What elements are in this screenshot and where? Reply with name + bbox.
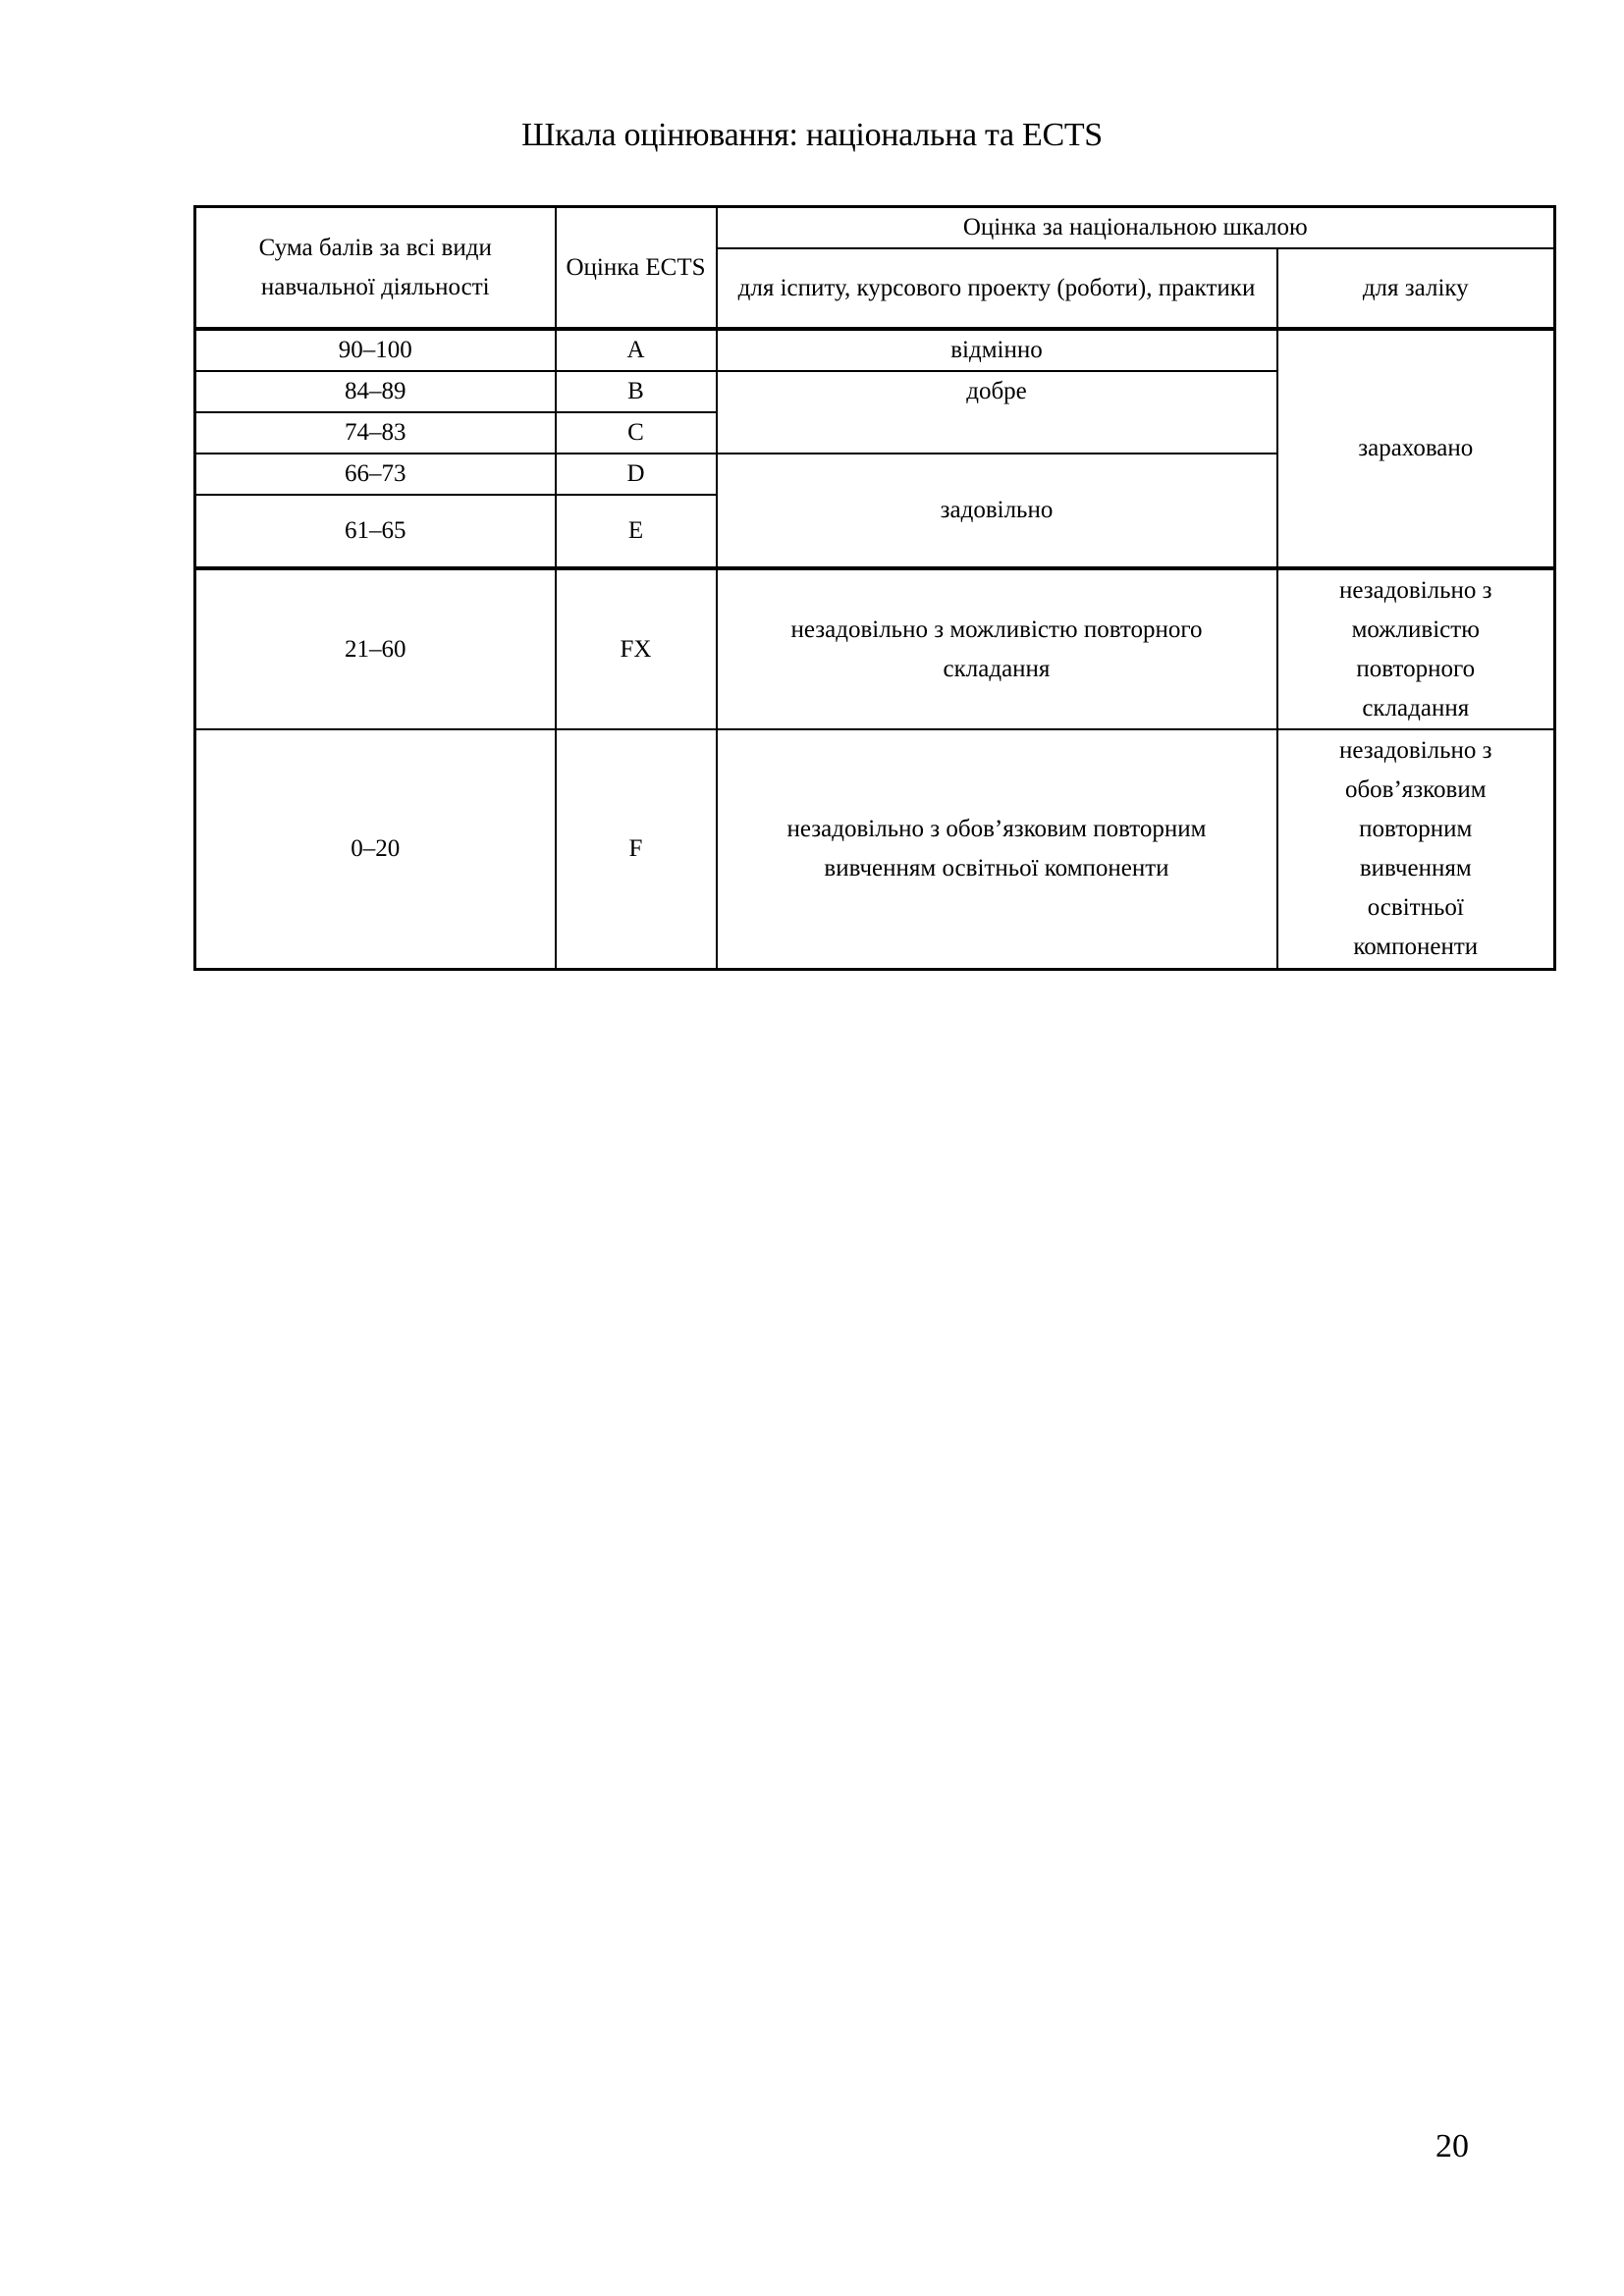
sum-cell: 21–60: [195, 568, 556, 729]
sum-cell: 66–73: [195, 454, 556, 495]
ects-cell: D: [556, 454, 717, 495]
table-row: [195, 329, 1555, 371]
sum-cell: 0–20: [195, 729, 556, 969]
sum-cell: 90–100: [195, 329, 556, 371]
sum-cell: 84–89: [195, 371, 556, 412]
grading-scale-table: [193, 205, 1556, 971]
sum-cell: 74–83: [195, 412, 556, 454]
table-row: [195, 568, 1555, 729]
page-number: 20: [1435, 2128, 1469, 2164]
exam-grade-cell: добре: [717, 371, 1277, 454]
exam-grade-cell: відмінно: [717, 329, 1277, 371]
ects-cell: FX: [556, 568, 717, 729]
credit-grade-cell: незадовільно з обов’язковим повторним вивченням освітньої компоненти: [1277, 729, 1555, 969]
header-sum: Сума балів за всі види навчальної діяльності: [195, 207, 556, 330]
ects-cell: E: [556, 495, 717, 568]
ects-cell: F: [556, 729, 717, 969]
ects-cell: B: [556, 371, 717, 412]
header-exam: для іспиту, курсового проекту (роботи), практики: [717, 248, 1277, 329]
sum-cell: 61–65: [195, 495, 556, 568]
table-row: [195, 729, 1555, 969]
credit-grade-cell: незадовільно з можливістю повторного складання: [1277, 568, 1555, 729]
page-title: Шкала оцінювання: національна та ECTS: [521, 117, 1103, 153]
exam-grade-cell: незадовільно з можливістю повторного складання: [717, 568, 1277, 729]
header-ects: Оцінка ECTS: [556, 207, 717, 330]
ects-cell: A: [556, 329, 717, 371]
header-credit: для заліку: [1277, 248, 1555, 329]
exam-grade-cell: незадовільно з обов’язковим повторним вивченням освітньої компоненти: [717, 729, 1277, 969]
exam-grade-cell: задовільно: [717, 454, 1277, 568]
header-national-scale: Оцінка за національною шкалою: [717, 207, 1555, 249]
credit-grade-cell: зараховано: [1277, 329, 1555, 568]
ects-cell: C: [556, 412, 717, 454]
